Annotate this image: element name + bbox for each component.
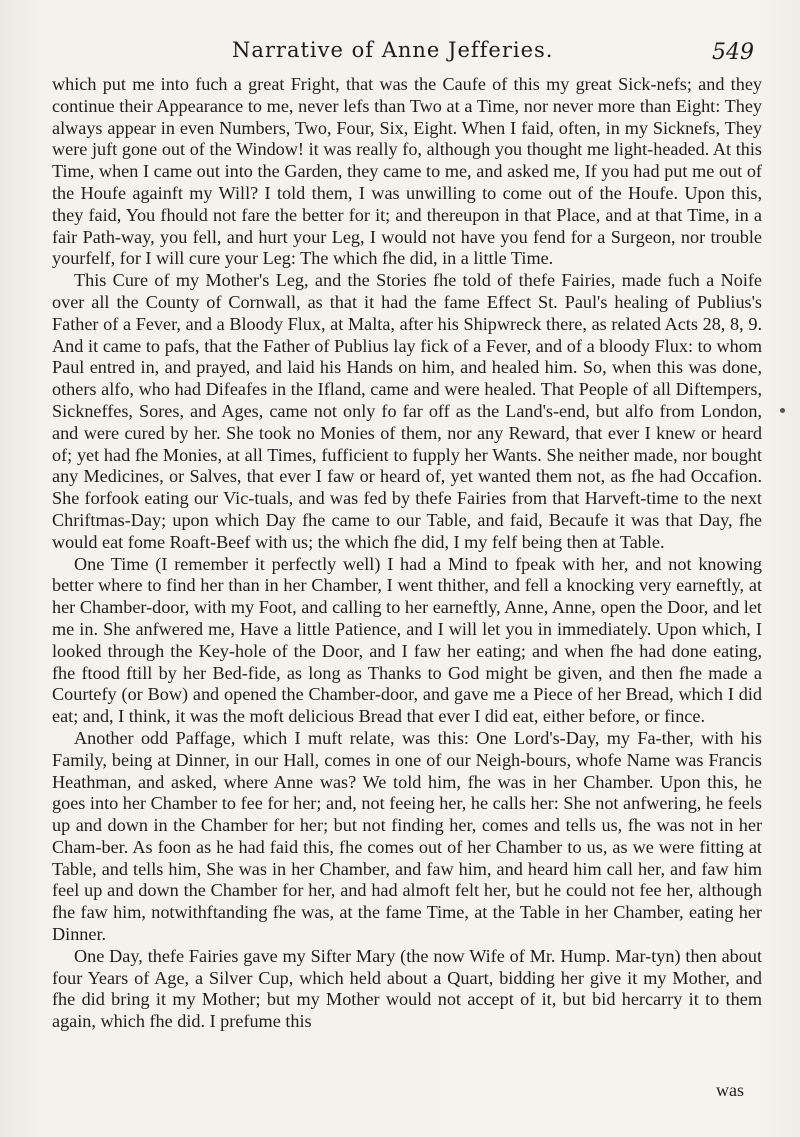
paragraph-3: One Time (I remember it perfectly well) I had a Mind to fpeak with her, and not knowing better where to find her than in her Chamber, I went thither, and fell a knocking very earneftly, at her Chamber-door, with my Foot, and calling to her earneftly, Anne, Anne, open the Door, and let me in. She anfwered me, Have a little Patience, and I will let you in immediately. Upon which, I looked through the Key-hole of the Door, and I faw her eating; and when fhe had done eating, fhe ftood ftill by her Bed-fide, as long as Thanks to God might be given, and then fhe made a Courtefy (or Bow) and opened the Chamber-door, and gave me a Piece of her Bread, which I did eat; and, I think, it was the moft delicious Bread that ever I did eat, either before, or fince. — [52, 553, 762, 727]
paragraph-4: Another odd Paffage, which I muft relate, was this: One Lord's-Day, my Fa-ther, with his Family, being at Dinner, in our Hall, comes in one of our Neigh-bours, whofe Name was Francis Heathman, and asked, where Anne was? We told him, fhe was in her Chamber. Upon this, he goes into her Chamber to fee for her; and, not feeing her, he calls her: She not anfwering, he feels up and down in the Chamber for her; but not finding her, comes and tells us, fhe was not in her Cham-ber. As foon as he had faid this, fhe comes out of her Chamber to us, as we were fitting at Table, and tells him, She was in her Chamber, and faw him, and heard him call her, and faw him feel up and down the Chamber for her, and had almoft felt her, but he could not fee her, although fhe faw him, notwithftanding fhe was, at the fame Time, at the Table in her Chamber, eating her Dinner. — [52, 727, 762, 945]
paragraph-5: One Day, thefe Fairies gave my Sifter Mary (the now Wife of Mr. Hump. Mar-tyn) then about four Years of Age, a Silver Cup, which held about a Quart, bidding her give it my Mother, and fhe did bring it my Mother; but my Mother would not accept of it, but bid hercarry it to them again, which fhe did. I prefume this — [52, 945, 762, 1032]
paragraph-1: which put me into fuch a great Fright, that was the Caufe of this my great Sick-nefs; and they continue their Appearance to me, never lefs than Two at a Time, nor never more than Eight: They always appear in even Numbers, Two, Four, Six, Eight. When I faid, often, in my Sicknefs, They were juft gone out of the Window! it was really fo, although you thought me light-headed. At this Time, when I came out into the Garden, they came to me, and asked me, If you had put me out of the Houfe againft my Will? I told them, I was unwilling to come out of the Houfe. Upon this, they faid, You fhould not fare the better for it; and thereupon in that Place, and at that Time, in a fair Path-way, you fell, and hurt your Leg, I would not have you fend for a Surgeon, nor trouble yourfelf, for I will cure your Leg: The which fhe did, in a little Time. — [52, 74, 762, 269]
page-number: 549 — [712, 40, 754, 65]
catchword: was — [716, 1080, 744, 1100]
paragraph-2: This Cure of my Mother's Leg, and the Stories fhe told of thefe Fairies, made fuch a Noife over all the County of Cornwall, as that it had the fame Effect St. Paul's healing of Publius's Father of a Fever, and a Bloody Flux, at Malta, after his Shipwreck there, as related Acts 28, 8, 9. And it came to pafs, that the Father of Publius lay fick of a Fever, and of a bloody Flux: to whom Paul entred in, and prayed, and laid his Hands on him, and healed him. So, when this was done, others alfo, who had Difeafes in the Ifland, came and were healed. That People of all Diftempers, Sickneffes, Sores, and Ages, came not only fo far off as the Land's-end, but alfo from London, and were cured by her. She took no Monies of them, nor any Reward, that ever I knew or heard of; yet had fhe Monies, at all Times, fufficient to fupply her Wants. She neither made, nor bought any Medicines, or Salves, that ever I faw or heard of, yet wanted them not, as fhe had Occafion. She forfook eating our Vic-tuals, and was fed by thefe Fairies from that Harveft-time to the next Chriftmas-Day; upon which Day fhe came to our Table, and faid, Becaufe it was that Day, fhe would eat fome Roaft-Beef with us; the which fhe did, I my felf being then at Table. — [52, 270, 762, 552]
margin-ink-dot — [780, 408, 785, 413]
body-text — [52, 74, 762, 1033]
running-title: Narrative of Anne Jefferies. — [232, 38, 554, 62]
